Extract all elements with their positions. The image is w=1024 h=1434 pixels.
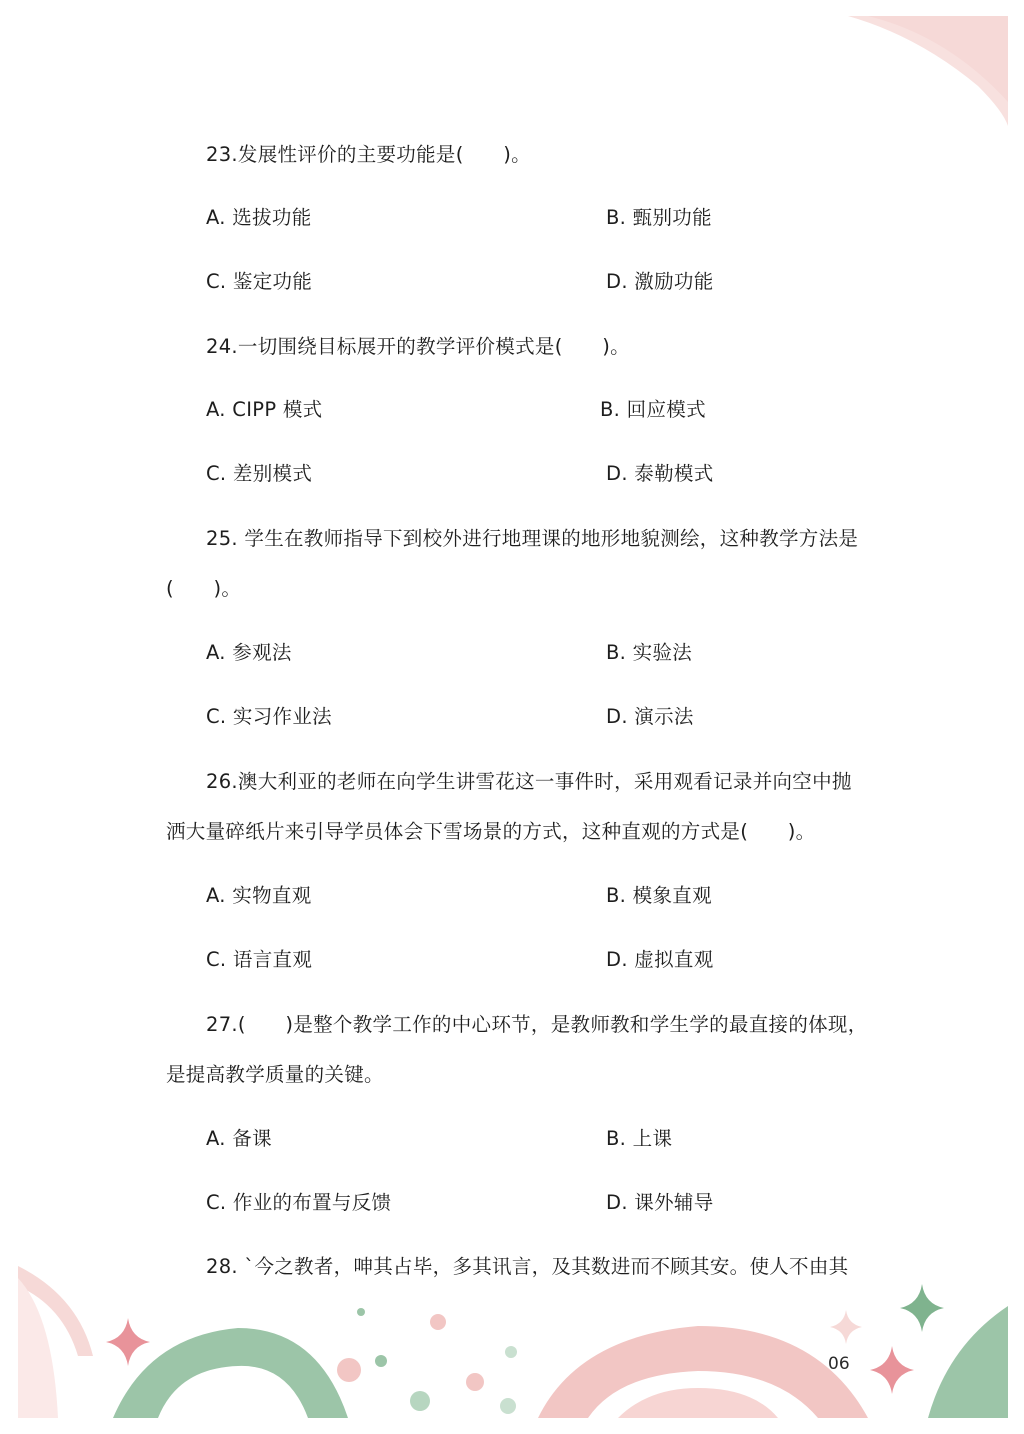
question-25-option-d: D. 演示法 xyxy=(606,705,694,728)
question-27-option-c: C. 作业的布置与反馈 xyxy=(206,1191,392,1214)
question-25-option-a: A. 参观法 xyxy=(206,641,292,664)
question-24-option-b: B. 回应模式 xyxy=(600,398,706,421)
question-27-option-d: D. 课外辅导 xyxy=(606,1191,714,1214)
question-24-option-d: D. 泰勒模式 xyxy=(606,462,714,485)
question-25-stem-line-2: ( )。 xyxy=(166,577,242,600)
question-27-option-b: B. 上课 xyxy=(606,1127,673,1150)
question-23-option-a: A. 选拔功能 xyxy=(206,206,312,229)
question-27-stem-line-2: 是提高教学质量的关键。 xyxy=(166,1063,384,1086)
question-27-option-a: A. 备课 xyxy=(206,1127,272,1150)
question-26-option-a: A. 实物直观 xyxy=(206,884,312,907)
question-23-option-b: B. 甄别功能 xyxy=(606,206,712,229)
question-25-option-c: C. 实习作业法 xyxy=(206,705,332,728)
question-23-option-c: C. 鉴定功能 xyxy=(206,270,313,293)
question-26-option-d: D. 虚拟直观 xyxy=(606,948,714,971)
question-25-option-b: B. 实验法 xyxy=(606,641,693,664)
page-number: 06 xyxy=(828,1354,850,1374)
question-23-stem: 23.发展性评价的主要功能是( )。 xyxy=(206,143,531,166)
question-26-option-b: B. 模象直观 xyxy=(606,884,712,907)
question-26-stem-line-2: 洒大量碎纸片来引导学员体会下雪场景的方式，这种直观的方式是( )。 xyxy=(166,820,816,843)
question-26-option-c: C. 语言直观 xyxy=(206,948,313,971)
question-24-option-c: C. 差别模式 xyxy=(206,462,313,485)
question-24-stem: 24.一切围绕目标展开的教学评价模式是( )。 xyxy=(206,335,630,358)
question-27-stem-line-1: 27.( )是整个教学工作的中心环节，是教师教和学生学的最直接的体现， xyxy=(206,1013,868,1036)
question-24-option-a: A. CIPP 模式 xyxy=(206,398,323,421)
question-23-option-d: D. 激励功能 xyxy=(606,270,714,293)
question-25-stem-line-1: 25. 学生在教师指导下到校外进行地理课的地形地貌测绘，这种教学方法是 xyxy=(206,527,859,550)
question-26-stem-line-1: 26.澳大利亚的老师在向学生讲雪花这一事件时，采用观看记录并向空中抛 xyxy=(206,770,852,793)
question-28-stem-line-1: 28. ˋ今之教者，呻其占毕，多其讯言，及其数进而不顾其安。使人不由其 xyxy=(206,1255,849,1278)
